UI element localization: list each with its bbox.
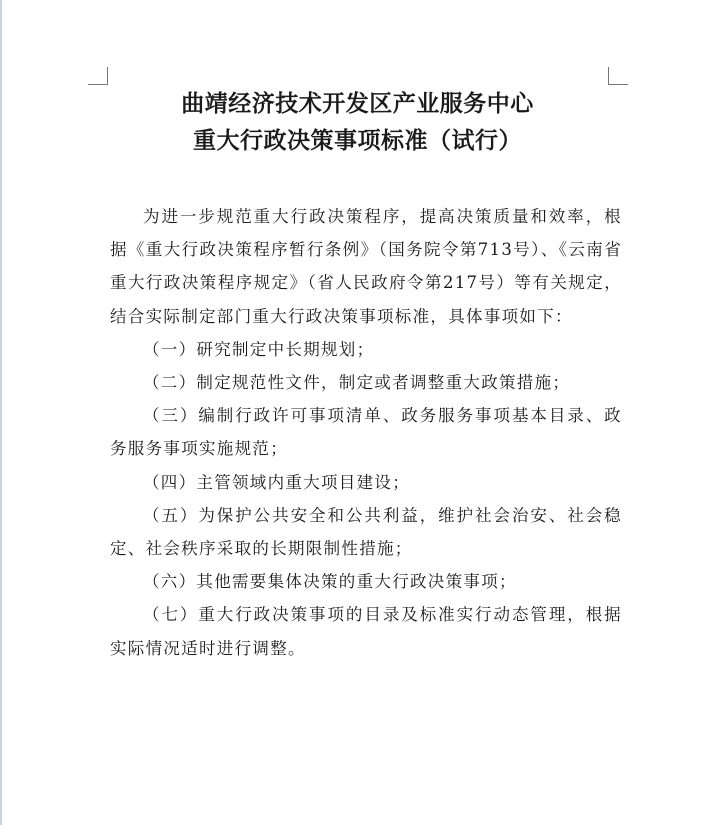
top-right-margin-mark	[608, 67, 628, 85]
document-title-line-1: 曲靖经济技术开发区产业服务中心	[181, 90, 534, 117]
list-item: （四）主管领域内重大项目建设；	[143, 472, 410, 492]
list-item: （三）编制行政许可事项清单、政务服务事项基本目录、政务服务事项实施规范；	[110, 406, 622, 459]
list-item: （二）制定规范性文件，制定或者调整重大政策措施；	[143, 373, 571, 393]
page-edge-line	[0, 0, 2, 825]
list-item: （五）为保护公共安全和公共利益，维护社会治安、社会稳定、社会秩序采取的长期限制性措施；	[110, 505, 622, 559]
list-item: （七）重大行政决策事项的目录及标准实行动态管理，根据实际情况适时进行调整。	[110, 605, 622, 658]
top-left-margin-mark	[88, 67, 108, 85]
intro-paragraph: 为进一步规范重大行政决策程序，提高决策质量和效率，根据《重大行政决策程序暂行条例》（国务院令第713号）、《云南省重大行政决策程序规定》（省人民政府令第217号）等有关规定，结合实际制定部门重大行政决策事项标准，具体事项如下：	[110, 207, 622, 326]
list-item: （六）其他需要集体决策的重大行政决策事项；	[143, 572, 517, 592]
document-title-line-2: 重大行政决策事项标准（试行）	[193, 127, 522, 154]
document-body	[110, 200, 622, 665]
list-item: （一）研究制定中长期规划；	[143, 339, 375, 359]
